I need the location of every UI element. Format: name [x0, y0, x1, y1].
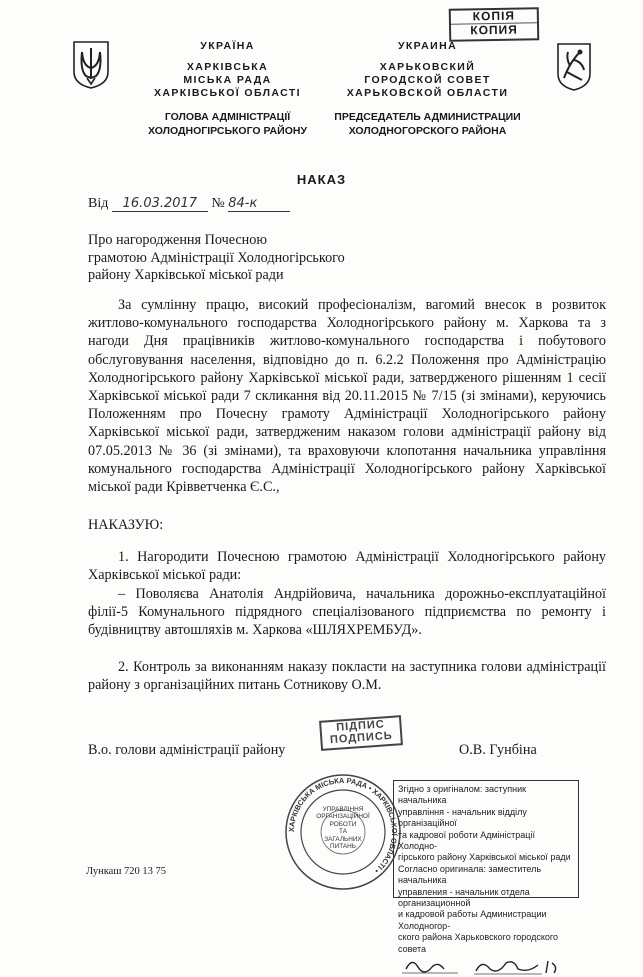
header-right [320, 40, 535, 138]
header-left-head-2: ХОЛОДНОГІРСЬКОГО РАЙОНУ [148, 125, 307, 137]
subject-line-2: грамотою Адміністрації Холодногірського [88, 249, 345, 266]
header-left-council-3: ХАРКІВСЬКОЇ ОБЛАСТІ [153, 87, 301, 99]
cert-line-2: управління - начальник відділу організаційної [398, 806, 527, 829]
order-word: НАКАЗУЮ: [88, 517, 164, 533]
copy-stamp-top: КОПІЯ [472, 8, 516, 24]
official-seal [283, 772, 403, 892]
number-value: 84-к [228, 196, 290, 212]
header-left [140, 40, 315, 138]
item-2: 2. Контроль за виконанням наказу покласти на заступника голови адміністрації району з організаційних питань Сотникову О.М. [88, 659, 606, 694]
date-line [88, 196, 290, 212]
cert-line-8: ского района Харьковского городского совета [398, 932, 559, 954]
header-right-country: УКРАИНА [397, 40, 458, 52]
seal-center-4: ТА [339, 828, 347, 836]
header-left-country: УКРАЇНА [200, 40, 255, 52]
signature-stamp-bottom: ПОДПИСЬ [329, 729, 394, 747]
preamble: За сумлінну працю, високий професіоналізм, вагомий внесок в розвиток житлово-комунального господарства Холодногірського району м. Харкова та з нагоди Дня працівників житлово-комунального господарства і побутового обслуговування населення, відповідно до п. 6.2.2 Положення про Адміністрацію Холодногірського району Харківської міської ради, затвердженого рішенням 1 сесії Харківської міської ради 7 скликання від 20.11.2015 № 7/15 (зі змінами), керуючись Положенням про Почесну грамоту Адміністрації Холодногірського району Харківської міської ради, затвердженим наказом голови адміністрації району від 07.05.2013 № 36 (зі змінами), та враховуючи клопотання начальника управління комунального господарства Адміністрації Холодногірського району Харківської міської ради Крівветченка Є.С., [88, 297, 606, 496]
footer-executor: Лункаш 720 13 75 [86, 866, 167, 877]
seal-ring-text: ХАРКІВСЬКА МІСЬКА РАДА • ХАРКІВСЬКОЇ ОБЛАСТІ • [286, 775, 400, 876]
header-right-head-1: ПРЕДСЕДАТЕЛЬ АДМИНИСТРАЦИИ [334, 111, 521, 123]
cert-line-5: Согласно оригинала: заместитель начальника [398, 863, 542, 886]
subject-line-1: Про нагородження Почесною [88, 232, 267, 248]
cert-line-6: управления - начальник отдела организационной [398, 886, 530, 909]
subject-line-3: району Харківської міської ради [88, 267, 284, 283]
cert-line-4: гірського району Харківської міської ради [398, 852, 571, 863]
header-left-council-1: ХАРКІВСЬКА [186, 61, 269, 73]
document-title: НАКАЗ [296, 172, 347, 187]
handwritten-signature [398, 955, 568, 977]
header-left-council-2: МІСЬКА РАДА [183, 74, 272, 86]
cert-line-7: и кадровой работы Администрации Холодногор- [398, 909, 547, 931]
city-coat-of-arms-icon [556, 42, 592, 97]
certification-stamp [393, 780, 579, 954]
signature-stamp [319, 715, 403, 751]
trident-emblem-icon [72, 40, 110, 95]
seal-center-5: ЗАГАЛЬНИХ [324, 835, 362, 843]
number-label: № [211, 196, 225, 211]
date-value: 16.03.2017 [112, 196, 208, 212]
signature-position: В.о. голови адміністрації району [88, 742, 286, 758]
header-left-head-1: ГОЛОВА АДМІНІСТРАЦІЇ [164, 111, 291, 123]
header-right-council-1: ХАРЬКОВСКИЙ [379, 61, 476, 73]
header-right-council-2: ГОРОДСКОЙ СОВЕТ [364, 74, 491, 86]
item-1: 1. Нагородити Почесною грамотою Адміністрації Холодногірського району Харківської міської ради: [88, 549, 606, 584]
cert-line-3: та кадрової роботи Адміністрації Холодно- [398, 829, 535, 852]
item-1-person: – Поволяєва Анатолія Андрійовича, начальника дорожньо-експлуатаційної філії-5 Комунального підрядного спеціалізованого підприємства по ремонту і будівництву автошляхів м. Харкова «ШЛЯХРЕМБУД». [88, 586, 606, 639]
header-right-head-2: ХОЛОДНОГОРСКОГО РАЙОНА [348, 125, 507, 137]
date-from-label: Від [88, 196, 109, 211]
seal-center-3: РОБОТИ [329, 820, 357, 828]
copy-stamp [449, 7, 540, 42]
signature-stamp-top: ПІДПИС [335, 718, 386, 734]
signature-name: О.В. Гунбіна [459, 742, 537, 758]
seal-center-2: ОРГАНІЗАЦІЙНОЇ [316, 813, 370, 821]
seal-center-1: УПРАВЛІННЯ [322, 806, 364, 813]
seal-center-6: ПИТАНЬ [330, 843, 356, 851]
copy-stamp-bottom: КОПИЯ [451, 22, 537, 37]
subject [88, 232, 345, 285]
header-right-council-3: ХАРЬКОВСКОЙ ОБЛАСТИ [346, 87, 509, 99]
cert-line-1: Згідно з оригіналом: заступник начальника [398, 784, 527, 806]
